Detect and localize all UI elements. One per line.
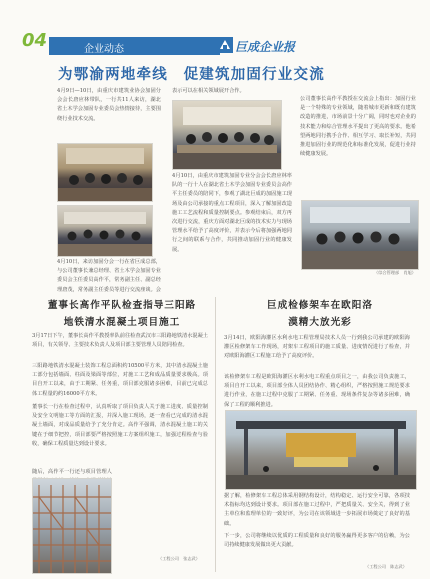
- section-bar: [49, 37, 220, 55]
- page-number: 04: [22, 30, 48, 51]
- article1-photo-3: [172, 100, 282, 170]
- article3-paragraph-4: 下一步，公司将继续以优质的工程质量和良好的服务赢得更多客户的信赖，为公司持续健康发展做出更大贡献。: [224, 533, 410, 549]
- column-divider: [215, 297, 216, 572]
- article1-col1-paragraph-2: 4月10日，来访加固分会一行在省巨成总部，与公司董事长兼总经理、省土木学会加固专业委员会主任委员高作平，常务副主任、副总经理唐茂，常务副主任委员等进行交流座谈。会: [57, 259, 161, 293]
- article3-title-line-1: 巨成检修架车在欧阳洛: [267, 300, 373, 311]
- article3-paragraph-2: 该检修架车工程是欧阳海灌区水利水电工程重点项目之一，由我公司负责施工，项目自开工以来，项目部全体人员团结协作、精心组织，严格按照施工规范要求进行作业，在施工过程中克服了工期紧、任务重、现场条件复杂等诸多困难，确保了工程的顺利推进。: [224, 374, 410, 408]
- article1-photo-1: [57, 143, 153, 202]
- article1-col2-paragraph-1: 4月10日，由重庆市建筑加固专业分会会长唐应林率队的一行十人在湖北省土木学会加固专业委员会高作平主任委员的陪同下，参观了湖北巨成的加固施工现场及由公司承接的重点工程项目，深入了解加固改造施工工艺流程和质量控制要点。参观结束后，双方再次进行交流，重庆方面对湖北巨成的技术实力与现场管理水平给予了高度评价，并表示今后将加强两地同行之间的联系与合作，共同推动加固行业的健康发展。: [172, 173, 292, 253]
- brand-logo-icon: [216, 36, 234, 54]
- article1-photo-2: [57, 205, 153, 257]
- brand-title: 巨成企业报: [235, 40, 296, 54]
- article3-paragraph-1: 3月14日，欧阳海灌区水利水电工程管理局技术人员一行到我公司承建的欧阳海灌区检修架车工作现场，对架车工程项目的施工质量、进度情况进行了检查，并对欧阳海灌区工程施工给予了高度评价。: [224, 335, 410, 360]
- article1-credit: （综合管理部 肖旭）: [374, 270, 416, 275]
- article2-credit: （工程公司 张志武）: [158, 556, 200, 561]
- article2-title-line-1: 董事长高作平队检查指导三阳路: [47, 300, 197, 311]
- article2-paragraph-1: 3月17日下午，董事长高作平教授率队前往检查武汉市三阳路地铁清水混凝土项目，有关领导、主要技术负责人及项目部主要管理人员陪同检查。: [32, 333, 208, 349]
- article2-title-line-2: 地铁清水混凝土项目施工: [63, 317, 181, 328]
- article1-col3-paragraph-1: 公司董事长高作平教授在交流会上指出：加固行业是一个特殊的专业领域，随着城市更新和既有建筑改造的推进，市场前景十分广阔，同时也对企业的技术能力和综合管理水平提出了更高的要求。他希望两地同行携手合作、相互学习、取长补短，共同推进加固行业的规范化和标准化发展，促进行业持续健康发展。: [300, 96, 416, 158]
- article2-photo: [32, 478, 112, 574]
- article3-title-line-2: 漠精大放光彩: [288, 317, 352, 328]
- article1-col2-paragraph-0: 表示可以在相关领域展开合作。: [172, 88, 245, 94]
- article1-photo-4: [301, 200, 419, 270]
- article2-paragraph-4: 随后，高作平一行还与项目管理人: [32, 469, 112, 475]
- section-label: 企业动态: [84, 44, 124, 55]
- article2-paragraph-2: 三阳路地铁清水混凝土装饰工程总面积约10500平方米，其中清水混凝土施工部分包括墙面、柱面及梁面等部位，对施工工艺和成品质量要求极高。项目自开工以来，由于工期紧、任务重，项目部克服诸多困难，目前已完成总体工程量的约16000平方米。: [32, 363, 208, 397]
- article3-photo: [225, 410, 417, 490]
- article2-paragraph-3: 董事长一行在检查过程中，认真听取了项目负责人关于施工进度、质量控制及安全文明施工等方面的汇报，并深入施工现场，逐一查看已完成的清水混凝土墙面，对成品质量给予了充分肯定。高作平强调，清水混凝土施工的关键在于细节把控，项目部要严格按照施工方案组织施工，加强过程检查与验收，确保工程质量达到设计要求。: [32, 404, 208, 447]
- article1-title: 为鄂渝两地牵线 促建筑加固行业交流: [58, 66, 325, 83]
- article3-credit: （工程公司 陈志武）: [365, 564, 407, 569]
- article1-col1-paragraph-1: 4月9日—10日，由重庆市建筑业协会加固分会会长唐应林带队，一行共11人来访，湖北省土木学会加固专业委员会热情接待，主要围绕行业技术交流。: [57, 88, 161, 122]
- article3-paragraph-3: 据了解，检修架车工程总体采用钢结构设计，结构稳定、运行安全可靠，各项技术指标均达到设计要求。项目部在施工过程中，严把质量关、安全关，得到了业主单位和监理单位的一致好评，为公司在该领域进一步拓展市场奠定了良好的基础。: [224, 493, 410, 527]
